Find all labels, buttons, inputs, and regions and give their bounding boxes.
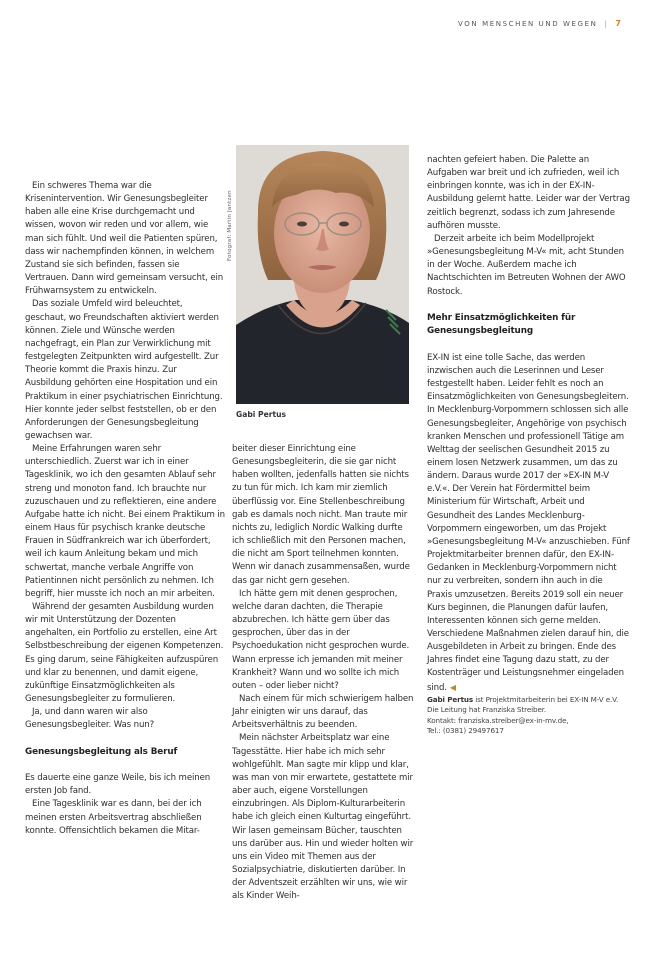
section-title: VON MENSCHEN UND WEGEN bbox=[458, 19, 598, 28]
photo-caption: Gabi Pertus bbox=[236, 410, 287, 419]
article-column-2 bbox=[232, 443, 415, 903]
paragraph: Ich hätte gern mit denen gesprochen, welche daran dachten, die Therapie abzubrechen. Ich hätte gern über das gesprochen, über das in der Psychoedukation nicht gesprochen wurde. Wann erpresse ich jemanden mit meiner Krankheit? Wann und wo sollte ich mich outen – oder lieber nicht? bbox=[232, 588, 410, 691]
portrait-figure bbox=[236, 145, 409, 419]
contact-phone: Tel.: (0381) 29497617 bbox=[427, 726, 504, 735]
paragraph: Eine Tagesklinik war es dann, bei der ich meinen ersten Arbeitsvertrag abschließen konnte. Offensichtlich bekamen die Mitar- bbox=[25, 799, 202, 836]
paragraph: Es dauerte eine ganze Weile, bis ich meinen ersten Job fand. bbox=[25, 773, 211, 797]
photo-credit: Fotograf: Martin Jantzen bbox=[227, 190, 233, 261]
end-of-article-icon: ◀ bbox=[449, 682, 456, 692]
author-name: Gabi Pertus bbox=[427, 694, 474, 704]
paragraph: beiter dieser Einrichtung eine Genesungsbegleiterin, die sie gar nicht haben wollten, jedenfalls hatten sie nichts zu tun für mich. Ich kam mir ziemlich überflüssig vor. Eine Stellenbeschreibung gab es damals noch nicht. Man traute mir nichts zu, lediglich Nordic Walking durfte ich schließlich mit den Personen machen, die nicht am Sport teilnehmen konnten. Wenn wir danach zusammensaßen, wurde das gar nicht gern gesehen. bbox=[232, 444, 410, 586]
paragraph: Derzeit arbeite ich beim Modellprojekt »Genesungsbegleitung M-V« mit, acht Stunden in der Woche. Außerdem mache ich Nachtschichten im Betreuten Wohnen der AWO Rostock. bbox=[427, 233, 626, 297]
contact-email: Kontakt: franziska.streiber@ex-in-mv.de, bbox=[427, 715, 569, 725]
paragraph: Nach einem für mich schwierigem halben Jahr einigten wir uns darauf, das Arbeitsverhältnis zu beenden. bbox=[232, 693, 414, 731]
author-bio bbox=[427, 695, 630, 737]
author-bio-text: ist Projektmitarbeiterin bei EX-IN M-V e.V. Die Leitung hat Franziska Streiber. bbox=[427, 694, 619, 715]
paragraph: Ein schweres Thema war die Krisenintervention. Wir Genesungsbegleiter haben alle eine Krise durchgemacht und wissen, wovon wir reden und vor allem, wie man sich fühlt. Und weil die Patienten spüren, dass wir nachempfinden können, in welchem Zustand sie sich befinden, fassen sie Vertrauen. Dann wird gemeinsam versucht, ein Frühwarnsystem zu entwickeln. bbox=[25, 181, 224, 297]
paragraph: Meine Erfahrungen waren sehr unterschiedlich. Zuerst war ich in einer Tagesklinik, wo ich den gesamten Ablauf sehr streng und monoton fand. Ich brauchte nur zuzuschauen und zu reflektieren, eine andere Aufgabe hatte ich nicht. Bei einem Praktikum in einem Haus für psychisch kranke deutsche Frauen in Südfrankreich war ich überfordert, weil ich kaum Anleitung bekam und mich schwertat, manche verbale Angriffe von Patientinnen nicht persönlich zu nehmen. Ich begriff, hier musste ich noch an mir arbeiten. bbox=[25, 444, 225, 599]
paragraph: nachten gefeiert haben. Die Palette an Aufgaben war breit und ich zufrieden, weil ich einbringen konnte, was ich in der EX-IN-Ausbildung gelernt hatte. Leider war der Vertrag zeitlich begrenzt, sodass ich zum Jahresende aufhören musste. bbox=[427, 155, 630, 231]
section-heading: Genesungsbegleitung als Beruf bbox=[25, 746, 178, 757]
paragraph bbox=[427, 352, 630, 695]
article-column-3 bbox=[427, 154, 630, 736]
paragraph: Mein nächster Arbeitsplatz war eine Tagesstätte. Hier habe ich mich sehr wohlgefühlt. Man sagte mir klipp und klar, was man von mir erwartete, gestattete mir aber auch, eigene Vorstellungen einzubringen. Als Diplom-Kulturarbeiterin habe ich gleich einen Kulturtag eingeführt. Wir lasen gemeinsam Bücher, tauschten uns darüber aus. Hin und wieder holten wir uns ein Video mit Themen aus der Sozialpsychiatrie, diskutierten darüber. In der Adventszeit erzählten wir uns, wie wir als Kinder Weih- bbox=[232, 733, 414, 902]
paragraph-text: EX-IN ist eine tolle Sache, das werden inzwischen auch die Leserinnen und Leser festgestellt haben. Leider fehlt es noch an Einsatzmöglichkeiten von Genesungsbegleitern. In Mecklenburg-Vorpommern schlossen sich alle Genesungsbegleiter, Angehörige von psychisch kranken Menschen und professionell Tätige am Welttag der seelischen Gesundheit 2015 zu einem losen Netzwerk zusammen, um das zu ändern. Daraus wurde 2017 der »EX-IN M-V e.V.«. Der Verein hat Fördermittel beim Ministerium für Wirtschaft, Arbeit und Gesundheit des Landes Mecklenburg-Vorpommern eingeworben, um das Projekt »Genesungsbegleitung M-V« anzuschieben. Fünf Projektmitarbeiter brennen dafür, den EX-IN-Gedanken in Mecklenburg-Vorpommern nicht nur zu verbreiten, sondern ihn auch in die Praxis umzusetzen. Bereits 2019 soll ein neuer Kurs beginnen, die Planungen dafür laufen, Interessenten können sich gerne melden. Verschiedene Maßnahmen zielen darauf hin, die Ausgebildeten in Arbeit zu bringen. Ende des Jahres findet eine Tagung dazu statt, zu der Kostenträger und Leistungsnehmer eingeladen sind. bbox=[427, 352, 630, 693]
article-column-1 bbox=[25, 180, 225, 838]
paragraph: Während der gesamten Ausbildung wurden wir mit Unterstützung der Dozenten angehalten, ein Portfolio zu erstellen, eine Art Selbstbeschreibung der eigenen Kompetenzen. Es ging darum, seine Fähigkeiten aufzuspüren und klar zu benennen, und damit eigene, zukünftige Einsatzmöglichkeiten als Genesungsbegleiter zu formulieren. bbox=[25, 602, 224, 705]
paragraph: Ja, und dann waren wir also Genesungsbegleiter. Was nun? bbox=[25, 707, 155, 731]
portrait-photo bbox=[236, 145, 409, 404]
portrait-illustration bbox=[236, 145, 409, 404]
section-heading: Mehr Einsatzmöglichkeiten für Genesungsbegleitung bbox=[427, 312, 576, 337]
page-number: 7 bbox=[615, 19, 621, 28]
running-header bbox=[458, 19, 621, 28]
header-separator: | bbox=[604, 19, 609, 28]
paragraph: Das soziale Umfeld wird beleuchtet, geschaut, wo Freundschaften aktiviert werden können. Ziele und Wünsche werden nachgefragt, ein Plan zur Verwirklichung mit festgelegten Zeitpunkten wird aufgestellt. Zur Theorie kommt die Praxis hinzu. Zur Ausbildung gehörten eine Hospitation und ein Praktikum in einer psychiatrischen Einrichtung. Hier konnte jeder selbst feststellen, ob er den Anforderungen der Genesungsbegleitung gewachsen war. bbox=[25, 299, 223, 441]
